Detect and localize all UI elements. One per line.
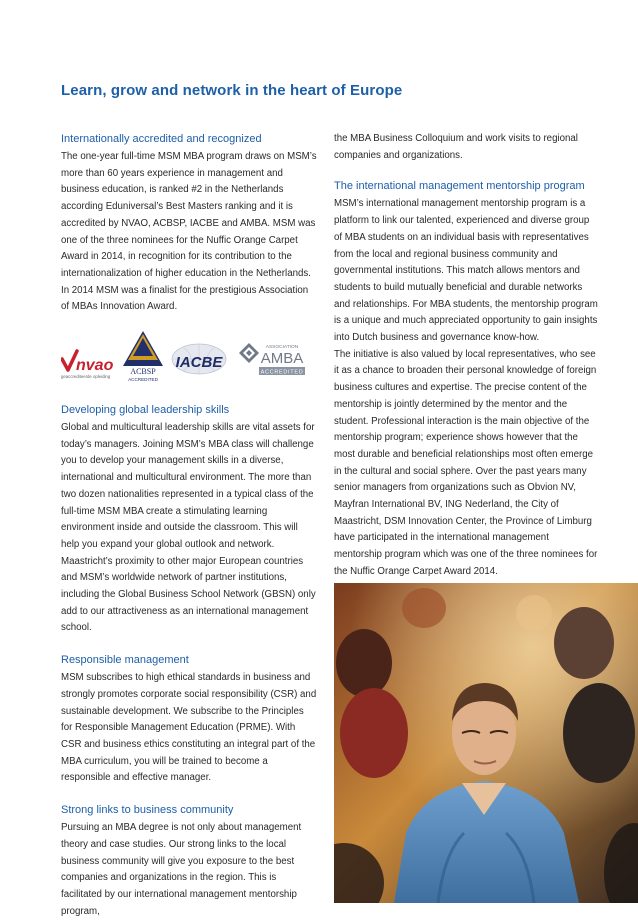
leadership-paragraph: Global and multicultural leadership skills are vital assets for today’s managers. Joining MSM’s MBA class will challenge you to develop your management skills in a diverse, international and multicultural environment. The more than two dozen nationalities represented in a typical class of the full-time MSM MBA create a stimulating learning environment inside and outside the classroom. This will help you expand your global outlook and network. Maastricht’s proximity to other major European countries and MSM’s worldwide network of partner institutions, including the Global Business School Network (GBSN) only add to our attractiveness as an international management school. xyxy=(61,422,316,634)
nvao-logo xyxy=(61,347,121,381)
amba-logo xyxy=(237,341,309,377)
classroom-photo-illustration xyxy=(334,583,638,903)
students-photo xyxy=(334,583,638,903)
amba-accredited-label: ACCREDITED xyxy=(260,369,304,376)
section-title-leadership: Developing global leadership skills xyxy=(61,404,230,417)
accredited-paragraph-2: In 2014 MSM was a finalist for the prestigious Association of MBAs Innovation Award. xyxy=(61,284,309,313)
page-title: Learn, grow and network in the heart of Europe xyxy=(61,82,403,99)
acbsp-logo xyxy=(119,330,167,382)
acbsp-wordmark: ACBSP xyxy=(130,367,156,377)
mentorship-paragraph-2: The initiative is also valued by local representatives, who see it as a chance to broaden their personal knowledge of foreign business cultures and expertise. The precise content of the mentorship is jointly determined by the mentor and the student. Professional interaction is the main objective of the mentorship program; experience shows however that the most durable and beneficial relationships most often emerge in the cultural and social sphere. Over the past years many senior managers from organizations such as Obvion NV, Mayfran International BV, ING Nederland, the City of Maastricht, DSM Innovation Center, the Province of Limburg have participated in the international management mentorship program which was one of the three nominees for the Nuffic Orange Carpet Award 2014. xyxy=(334,348,598,577)
section-title-links: Strong links to business community xyxy=(61,804,234,817)
acbsp-accredited-label: ACCREDITED xyxy=(128,377,158,383)
left-column xyxy=(61,131,317,920)
section-title-responsible: Responsible management xyxy=(61,654,189,667)
right-column xyxy=(334,131,598,581)
iacbe-logo xyxy=(169,342,229,378)
amba-association-label: ASSOCIATION xyxy=(265,345,299,351)
accreditation-logos xyxy=(61,330,317,387)
iacbe-wordmark: IACBE xyxy=(175,354,223,372)
amba-wordmark: AMBA xyxy=(260,350,304,368)
responsible-paragraph: MSM subscribes to high ethical standards in business and strongly promotes corporate social responsibility (CSR) and sustainable development. We subscribe to the Principles for Responsible Management Education (PRME). With CSR and business ethics constituting an integral part of the MBA curriculum, you will be trained to become a responsible and effective manager. xyxy=(61,672,317,784)
mentorship-paragraph-1: MSM’s international management mentorship program is a platform to link our talented, experienced and diverse group of MBA students on an individual basis with representatives from the local and regional business community and governmental institutions. This match allows mentors and students to build mutually beneficial and durable networks and relationships. For MBA students, the mentorship program is a unique and much appreciated opportunity to gain insights into Dutch business and governance know-how. xyxy=(334,198,598,344)
nvao-tagline: geaccrediteerde opleiding xyxy=(61,374,111,380)
links-paragraph-continued: the MBA Business Colloquium and work visits to regional companies and organizations. xyxy=(334,133,578,161)
nvao-checkmark-icon xyxy=(62,351,77,370)
links-paragraph: Pursuing an MBA degree is not only about management theory and case studies. Our strong links to the local business community will give you exposure to the best companies and organizations in the region. This is facilitated by our international management mentorship program, xyxy=(61,822,302,917)
accredited-paragraph-1: The one-year full-time MSM MBA program draws on MSM’s more than 60 years experience in management and business education, is ranked #2 in the Netherlands according Eduniversal’s Best Masters ranking and it is accredited by NVAO, ACBSP, IACBE and AMBA. MSM was one of the three nominees for the Nuffic Orange Carpet Award in 2014, in recognition for its contribution to the internationalization of higher education in the Netherlands. xyxy=(61,151,317,279)
section-title-accredited: Internationally accredited and recognized xyxy=(61,133,262,145)
nvao-wordmark: nvao xyxy=(76,357,114,375)
section-title-mentorship: The international management mentorship program xyxy=(334,180,585,193)
